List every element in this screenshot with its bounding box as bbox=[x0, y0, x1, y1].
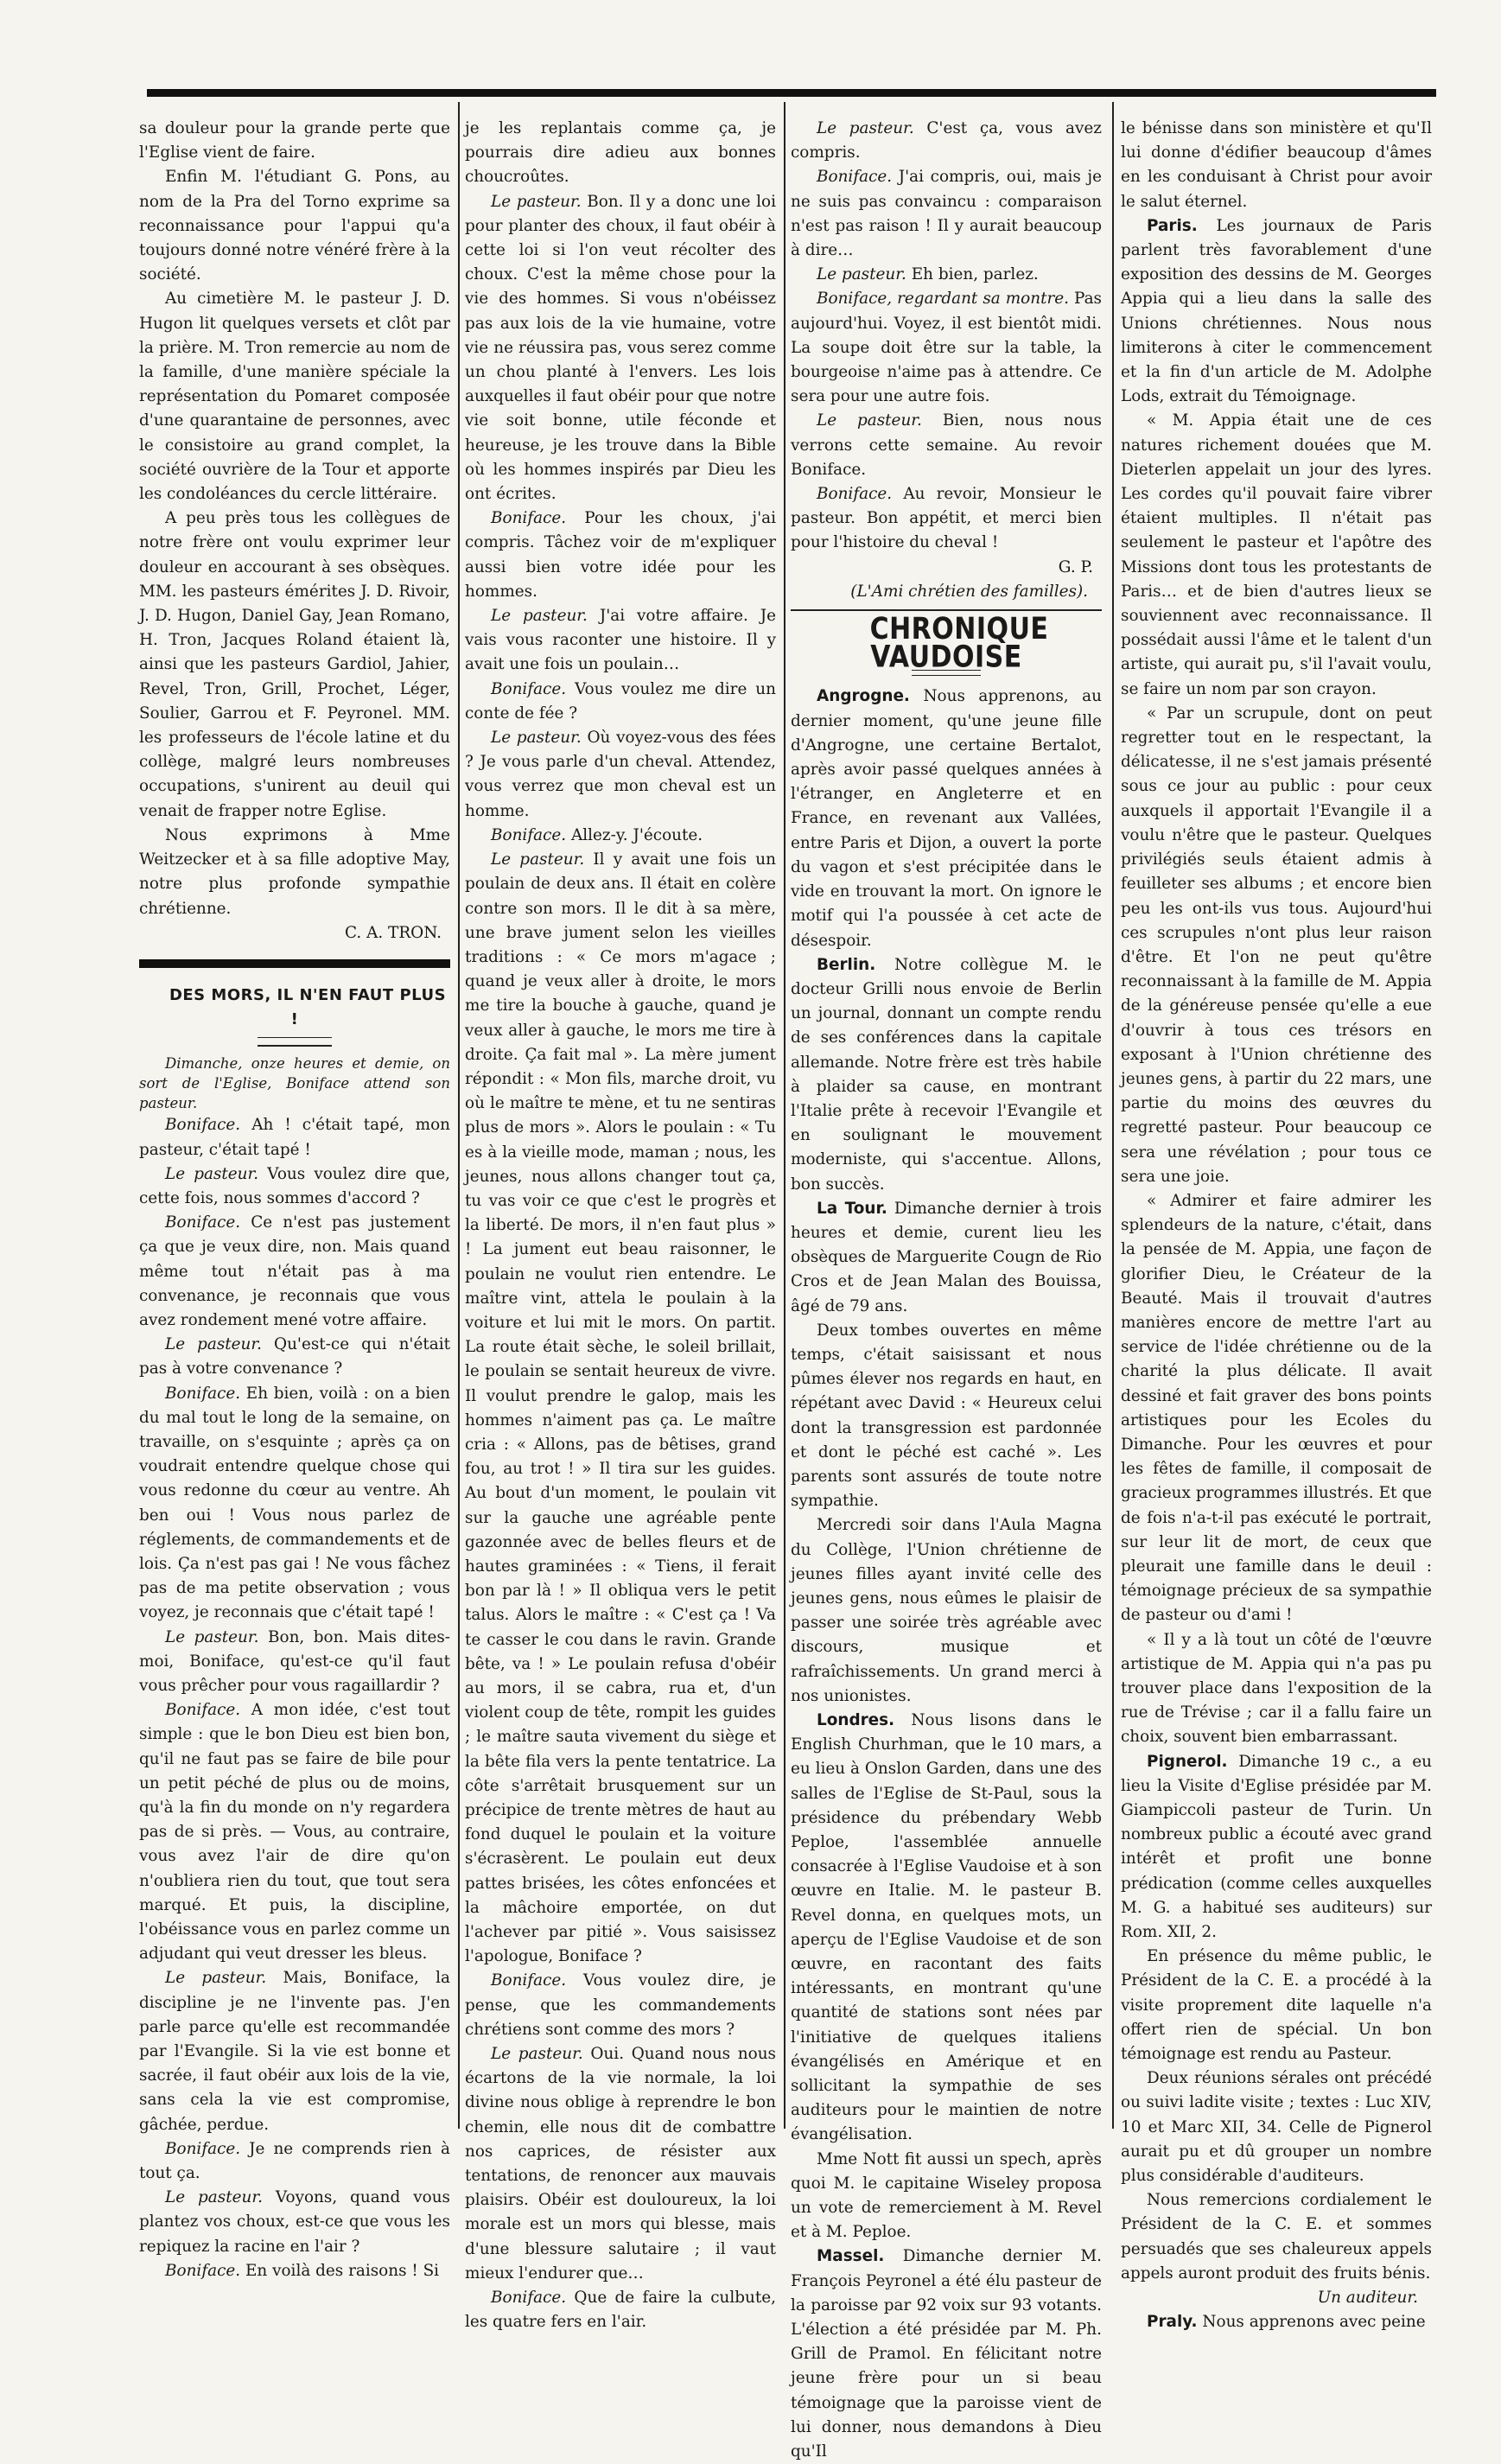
dialogue-line: Boniface. Au revoir, Monsieur le pasteur. Bon appétit, et merci bien pour l'histoire du cheval ! bbox=[791, 485, 1102, 552]
paragraph: A peu près tous les collègues de notre frère ont voulu exprimer leur douleur en accourant à ses obsèques. MM. les pasteurs émérites J. D. Rivoir, J. D. Hugon, Daniel Gay, Jean Romano, H. Tron, Jacques Roland étaient là, ainsi que les pasteurs Gardiol, Jahier, Revel, Tron, Grill, Prochet, Léger, Soulier, Garrou et F. Peyronel. MM. les professeurs de l'école latine et du collège, malgré leurs nombreuses occupations, s'unirent au deuil qui venait de frapper notre Eglise. bbox=[139, 509, 450, 820]
paragraph: je les replantais comme ça, je pourrais dire adieu aux bonnes choucroûtes. bbox=[465, 119, 776, 187]
speaker: Le pasteur. bbox=[817, 411, 922, 430]
speaker: Boniface, regardant sa montre. bbox=[817, 290, 1070, 309]
dialogue-line: Boniface, regardant sa montre. Pas aujourd'hui. Voyez, il est bientôt midi. La soupe doit être sur la table, la bourgeoise n'aime pas à attendre. Ce sera pour une autre fois. bbox=[791, 290, 1102, 406]
paragraph: le bénisse dans son ministère et qu'Il lui donne d'édifier beaucoup d'âmes en les conduisant à Christ pour avoir le salut éternel. bbox=[1121, 119, 1432, 211]
dialogue-line: Boniface. Vous voulez me dire un conte de fée ? bbox=[465, 679, 776, 723]
paragraph: Deux réunions sérales ont précédé ou suivi ladite visite ; textes : Luc XIV, 10 et Marc XII, 34. Celle de Pignerol aurait pu et dû grouper un nombre plus considérable d'auditeurs. bbox=[1121, 2069, 1432, 2186]
dialogue-line: Boniface. A mon idée, c'est tout simple : que le bon Dieu est bien bon, qu'il ne faut pas se faire de bile pour un petit péché de plus ou de moins, qu'à la fin du monde on n'y regardera pas de si près. — Vous, au contraire, vous avez l'air de dire qu'on n'oubliera rien du tout, que tout sera marqué. Et puis, la discipline, l'obéissance vous en parlez comme un adjudant qui veut dresser les bleus. bbox=[139, 1701, 450, 1964]
paragraph: Nous exprimons à Mme Weitzecker et à sa fille adoptive May, notre plus profonde sympathie chrétienne. bbox=[139, 825, 450, 918]
speaker: Le pasteur. bbox=[491, 607, 588, 626]
speaker: Boniface. bbox=[165, 2261, 241, 2280]
article-intro: Dimanche, onze heures et demie, on sort de l'Eglise, Boniface attend son pasteur. bbox=[139, 1055, 450, 1112]
speaker: Boniface. bbox=[817, 168, 893, 187]
column-divider bbox=[784, 102, 785, 2129]
paragraph: Au cimetière M. le pasteur J. D. Hugon lit quelques versets et clôt par la prière. M. Tron remercie au nom de la famille, d'une manière spéciale la représentation du Pomaret composée d'une quarantaine de personnes, avec le consistoire au grand complet, la société ouvrière de la Tour et apporte les condoléances du cercle littéraire. bbox=[139, 290, 450, 504]
column-3 bbox=[791, 117, 1102, 2461]
speaker: Le pasteur. bbox=[817, 119, 914, 137]
section-bar bbox=[139, 959, 450, 968]
column-1 bbox=[139, 117, 450, 2280]
title-ornament bbox=[258, 1037, 332, 1047]
quote-paragraph: « Admirer et faire admirer les splendeurs de la nature, c'était, dans la pensée de M. Appia, une façon de glorifier Dieu, le Créateur de la Beauté. Mais il trouvait d'autres manières encore de mettre l'art au service de l'idée chrétienne ou de la charité la plus délicate. Il avait dessiné et fait graver des bons points artistiques pour les Ecoles du Dimanche. Pour les œuvres et pour les fêtes de famille, il composait de gracieux programmes illustrés. Et que de fois n'a-t-il pas exécuté le portrait, sur leur lit de mort, de ceux que pleurait une famille dans le deuil : témoignage précieux de sa sympathie de pasteur ou d'ami ! bbox=[1121, 1191, 1432, 1625]
speaker: Boniface. bbox=[491, 679, 567, 698]
source-citation: (L'Ami chrétien des familles). bbox=[850, 582, 1088, 601]
dialogue-line: Le pasteur. Oui. Quand nous nous écartons de la vie normale, la loi divine nous oblige à reprendre le bon chemin, elle nous dit de combattre nos caprices, de résister aux tentations, de renoncer aux mauvais plaisirs. Obéir est douloureux, la loi morale est un mors qui blesse, mais d'une blessure salutaire ; il vaut mieux l'endurer que… bbox=[465, 2045, 776, 2283]
speaker: Le pasteur. bbox=[165, 1627, 259, 1646]
speaker: Le pasteur. bbox=[491, 850, 585, 869]
signature: Un auditeur. bbox=[1317, 2289, 1418, 2308]
quote-paragraph: « Par un scrupule, dont on peut regretter tout en le respectant, la délicatesse, il ne s'est jamais présenté sous ce jour au public : pour ceux auxquels il apportait l'Evangile il a voulu n'être que le pasteur. Quelques privilégiés seuls étaient admis à feuilleter ses albums ; et encore bien peu les ont-ils vus tous. Aujourd'hui ces scrupules n'ont plus leur raison d'être. Et l'on ne peut qu'être reconnaissant à la famille de M. Appia de la généreuse pensée qu'elle a eue d'ouvrir à tous ces trésors en exposant à l'Union chrétienne des jeunes gens, à partir du 22 mars, une partie du moins des œuvres du regretté pasteur. Pour beaucoup ce sera une révélation ; pour tous ce sera une joie. bbox=[1121, 704, 1432, 1186]
column-2 bbox=[465, 117, 776, 2332]
column-divider bbox=[1112, 102, 1114, 2129]
signature: G. P. bbox=[1058, 557, 1093, 576]
dialogue-line: Boniface. En voilà des raisons ! Si bbox=[165, 2261, 440, 2280]
place-name: Praly. bbox=[1147, 2313, 1198, 2332]
dialogue-line: Boniface. Pour les choux, j'ai compris. Tâchez voir de m'expliquer aussi bien votre idée pour les hommes. bbox=[465, 509, 776, 601]
article-title: DES MORS, IL N'EN FAUT PLUS ! bbox=[169, 985, 447, 1029]
speaker: Le pasteur. bbox=[165, 2188, 263, 2207]
speaker: Boniface. bbox=[165, 2139, 241, 2158]
speaker: Boniface. bbox=[491, 509, 567, 528]
paragraph: Deux tombes ouvertes en même temps, c'était saisissant et nous pûmes élever nos regards en haut, en répétant avec David : « Heureux celui dont la transgression est pardonnée et dont le péché est caché ». Les parents sont assurés de toute notre sympathie. bbox=[791, 1321, 1102, 1511]
speaker: Boniface. bbox=[491, 1971, 567, 1990]
paragraph: Mercredi soir dans l'Aula Magna du Collège, l'Union chrétienne de jeunes filles ayant invité celle des jeunes gens, nous eûmes le plaisir de passer une soirée très agréable avec discours, musique et rafraîchissements. Un grand merci à nos unionistes. bbox=[791, 1516, 1102, 1705]
news-item: Paris. Les journaux de Paris parlent très favorablement d'une exposition des dessins de M. Georges Appia qui a lieu dans la salle des Unions chrétiennes. Nous nous limiterons à citer le commencement et la fin d'un article de M. Adolphe Lods, extrait du Témoignage. bbox=[1121, 216, 1432, 406]
dialogue-line: Boniface. Je ne comprends rien à tout ça. bbox=[139, 2139, 450, 2183]
dialogue-line: Boniface. Ce n'est pas justement ça que je veux dire, non. Mais quand même tout n'était pas à ma convenance, je reconnais que vous avez rondement mené votre affaire. bbox=[139, 1213, 450, 1329]
place-name: Paris. bbox=[1147, 216, 1198, 235]
news-item: Massel. Dimanche dernier M. François Peyronel a été élu pasteur de la paroisse par 92 voix sur 93 votants. L'élection a été présidée par M. Ph. Grill de Pramol. En félicitant notre jeune frère pour un si beau témoignage que la paroisse vient de lui donner, nous demandons à Dieu qu'Il bbox=[791, 2247, 1102, 2461]
place-name: Pignerol. bbox=[1147, 1752, 1228, 1771]
signature: C. A. TRON. bbox=[344, 923, 442, 942]
dialogue-line: Boniface. Que de faire la culbute, les quatre fers en l'air. bbox=[465, 2289, 776, 2332]
dialogue-line: Le pasteur. C'est ça, vous avez compris. bbox=[791, 119, 1102, 162]
top-rule bbox=[147, 89, 1436, 97]
dialogue-line: Le pasteur. J'ai votre affaire. Je vais vous raconter une histoire. Il y avait une fois un poulain… bbox=[465, 607, 776, 674]
section-title: CHRONIQUE VAUDOISE bbox=[869, 612, 1049, 675]
news-item: Londres. Nous lisons dans le English Churhman, que le 10 mars, a eu lieu à Onslon Garden, dans une des salles de l'Eglise de St-Paul, sous la présidence du prébendary Webb Peploe, l'assemblée annuelle consacrée à l'Eglise Vaudoise et à son œuvre en Italie. M. le pasteur B. Revel donna, en quelques mots, un aperçu de l'Eglise Vaudoise et de son œuvre, en racontant des faits intéressants, en montrant qu'une quantité de stations sont nées par l'initiative de quelques italiens évangélisés en Amérique et en sollicitant la sympathie de ses auditeurs pour le maintien de notre évangélisation. bbox=[791, 1711, 1102, 2144]
dialogue-line: Le pasteur. Voyons, quand vous plantez vos choux, est-ce que vous les repiquez la racine en l'air ? bbox=[139, 2188, 450, 2256]
dialogue-line: Le pasteur. Eh bien, parlez. bbox=[817, 265, 1039, 284]
speaker: Le pasteur. bbox=[491, 192, 582, 211]
paragraph: Mme Nott fit aussi un spech, après quoi M. le capitaine Wiseley proposa un vote de remerciement à M. Revel et à M. Peploe. bbox=[791, 2149, 1102, 2242]
paragraph: sa douleur pour la grande perte que l'Eglise vient de faire. bbox=[139, 119, 450, 162]
dialogue-line: Boniface. Vous voulez dire, je pense, que les commandements chrétiens sont comme des mors ? bbox=[465, 1971, 776, 2039]
news-item: La Tour. Dimanche dernier à trois heures et demie, curent lieu les obsèques de Marguerite Cougn de Rio Cros et de Jean Malan des Bouissa, âgé de 79 ans. bbox=[791, 1199, 1102, 1315]
dialogue-line: Boniface. Ah ! c'était tapé, mon pasteur, c'était tapé ! bbox=[139, 1116, 450, 1159]
speaker: Boniface. bbox=[491, 2289, 567, 2308]
dialogue-line: Boniface. Allez-y. J'écoute. bbox=[491, 825, 703, 844]
speaker: Le pasteur. bbox=[165, 1164, 259, 1183]
place-name: La Tour. bbox=[817, 1199, 887, 1218]
speaker: Le pasteur. bbox=[165, 1969, 267, 1988]
speaker: Boniface. bbox=[817, 485, 893, 504]
dialogue-line: Le pasteur. Qu'est-ce qui n'était pas à votre convenance ? bbox=[139, 1335, 450, 1378]
place-name: Massel. bbox=[817, 2247, 885, 2266]
dialogue-line: Boniface. J'ai compris, oui, mais je ne suis pas convaincu : comparaison n'est pas raison ! Il y aurait beaucoup à dire… bbox=[791, 168, 1102, 260]
speaker: Boniface. bbox=[165, 1384, 241, 1403]
speaker: Le pasteur. bbox=[165, 1335, 262, 1354]
place-name: Berlin. bbox=[817, 955, 876, 974]
dialogue-line: Le pasteur. Mais, Boniface, la discipline je ne l'invente pas. J'en parle parce qu'elle est recommandée par l'Evangile. Si la vie est bonne et sacrée, il faut obéir aux lois de la vie, sans cela la vie est compromise, gâchée, perdue. bbox=[139, 1969, 450, 2134]
speaker: Le pasteur. bbox=[491, 2045, 583, 2064]
news-item: Praly. Nous apprenons avec peine bbox=[1147, 2313, 1426, 2332]
dialogue-line: Le pasteur. Vous voulez dire que, cette fois, nous sommes d'accord ? bbox=[139, 1164, 450, 1207]
speaker: Le pasteur. bbox=[491, 729, 582, 748]
place-name: Londres. bbox=[817, 1711, 895, 1729]
dialogue-line: Boniface. Eh bien, voilà : on a bien du mal tout le long de la semaine, on travaille, on s'esquinte ; après ça on voudrait entendre quelque chose qui vous redonne du cœur au ventre. Ah ben oui ! Vous nous parlez de réglements, de commandements et de lois. Ça n'est pas gai ! Ne vous fâchez pas de ma petite observation ; vous voyez, je reconnais que c'était tapé ! bbox=[139, 1384, 450, 1622]
speaker: Boniface. bbox=[491, 825, 567, 844]
paragraph: Enfin M. l'étudiant G. Pons, au nom de la Pra del Torno exprime sa reconnaissance pour l'appui qu'a toujours donné notre vénéré frère à la société. bbox=[139, 168, 450, 284]
speaker: Le pasteur. bbox=[817, 265, 906, 284]
column-4 bbox=[1121, 117, 1432, 2332]
quote-paragraph: « M. Appia était une de ces natures richement douées que M. Dieterlen appelait un jour des lyres. Les cordes qu'il pouvait faire vibrer étaient multiples. Il n'était pas seulement le pasteur et l'apôtre des Missions dont tous les protestants de Paris… et de bien d'autres lieux se souviennent avec reconnaissance. Il possédait aussi l'âme et le talent d'un artiste, qui aurait pu, s'il l'avait voulu, se faire un nom par son crayon. bbox=[1121, 411, 1432, 698]
place-name: Angrogne. bbox=[817, 687, 910, 706]
dialogue-line: Le pasteur. Bon. Il y a donc une loi pour planter des choux, il faut obéir à cette loi si l'on veut récolter des choux. C'est la même chose pour la vie des hommes. Si vous n'obéissez pas aux lois de la vie humaine, votre vie ne réussira pas, vous serez comme un chou planté à l'envers. Les lois auxquelles il faut obéir pour que notre vie soit bonne, utile féconde et heureuse, je les trouve dans la Bible où les hommes inspirés par Dieu les ont écrites. bbox=[465, 192, 776, 504]
news-item: Angrogne. Nous apprenons, au dernier moment, qu'une jeune fille d'Angrogne, une certaine Bertalot, après avoir passé quelques années à l'étranger, en Angleterre et en France, en revenant aux Vallées, entre Paris et Dijon, a ouvert la porte du vagon et s'est précipitée dans le vide en trouvant la mort. On ignore le motif qui l'a poussée à cet acte de désespoir. bbox=[791, 687, 1102, 950]
paragraph: Nous remercions cordialement le Président de la C. E. et sommes persuadés que ses chaleureux appels appels auront produit des fruits bénis. bbox=[1121, 2191, 1432, 2283]
news-item: Pignerol. Dimanche 19 c., a eu lieu la Visite d'Eglise présidée par M. Giampiccoli pasteur de Turin. Un nombreux public a écouté avec grand intérêt et profit une bonne prédication (comme celles auxquelles M. G. a habitué ses auditeurs) sur Rom. XII, 2. bbox=[1121, 1752, 1432, 1942]
column-divider bbox=[458, 102, 460, 2129]
dialogue-line: Le pasteur. Bien, nous nous verrons cette semaine. Au revoir Boniface. bbox=[791, 411, 1102, 479]
news-item: Berlin. Notre collègue M. le docteur Grilli nous envoie de Berlin un journal, donnant un compte rendu de ses conférences dans la capitale allemande. Notre frère est très habile à plaider sa cause, en montrant l'Italie prête à recevoir l'Evangile et en soulignant le mouvement moderniste, qui s'accentue. Allons, bon succès. bbox=[791, 955, 1102, 1194]
speaker: Boniface. bbox=[165, 1213, 241, 1232]
section-rule bbox=[791, 609, 1102, 611]
speaker: Boniface. bbox=[165, 1116, 241, 1135]
dialogue-line: Le pasteur. Il y avait une fois un poulain de deux ans. Il était en colère contre son mors. Il le dit à sa mère, une brave jument selon les vieilles traditions : « Ce mors m'agace ; quand je veux aller à droite, le mors me tire la bouche à gauche, quand je veux aller à gauche, le mors me tire à droite. Ça fait mal ». La mère jument répondit : « Mon fils, marche droit, vu où le maître te mène, et tu ne sentiras plus de mors ». Alors le poulain : « Tu es à la vieille mode, maman ; nous, les jeunes, nous allons changer tout ça, tu vas voir ce que c'est le progrès et la liberté. De mors, il n'en faut plus » ! La jument eut beau raisonner, le poulain ne voulut rien entendre. Le maître vint, attela le poulain à la voiture et lui mit le mors. On partit. La route était sèche, le soleil brillait, le poulain se sentait heureux de vivre. Il voulut prendre le galop, mais les hommes n'aiment pas ça. Le maître cria : « Allons, pas de bêtises, grand fou, au trot ! » Il tira sur les guides. Au bout d'un moment, le poulain vit sur la gauche une agréable pente gazonnée avec de belles fleurs et de hautes graminées : « Tiens, il ferait bon par là ! » Il obliqua vers le petit talus. Alors le maître : « C'est ça ! Va te casser le cou dans le ravin. Grande bête, va ! » Le poulain refusa d'obéir au mors, il se cabra, rua et, d'un violent coup de tête, rompit les guides ; le maître sauta vivement du siège et la bête fila vers la pente tentatrice. La côte s'arrêtait brusquement sur un précipice de trente mètres de haut au fond duquel le poulain et la voiture s'écrasèrent. Le poulain eut deux pattes brisées, les côtes enfoncées et la mâchoire emportée, on dut l'achever par pitié ». Vous saisissez l'apologue, Boniface ? bbox=[465, 850, 776, 1966]
quote-paragraph: « Il y a là tout un côté de l'œuvre artistique de M. Appia qui n'a pas pu trouver place dans l'exposition de la rue de Trévise ; car il a fallu faire un choix, souvent bien embarrassant. bbox=[1121, 1630, 1432, 1747]
dialogue-line: Le pasteur. Bon, bon. Mais dites-moi, Boniface, qu'est-ce qu'il faut vous prêcher pour vous ragaillardir ? bbox=[139, 1627, 450, 1695]
dialogue-line: Le pasteur. Où voyez-vous des fées ? Je vous parle d'un cheval. Attendez, vous verrez que mon cheval est un homme. bbox=[465, 729, 776, 820]
paragraph: En présence du même public, le Président de la C. E. a procédé à la visite proprement dite laquelle n'a offert rien de spécial. Un bon témoignage est rendu au Pasteur. bbox=[1121, 1947, 1432, 2064]
speaker: Boniface. bbox=[165, 1701, 241, 1720]
